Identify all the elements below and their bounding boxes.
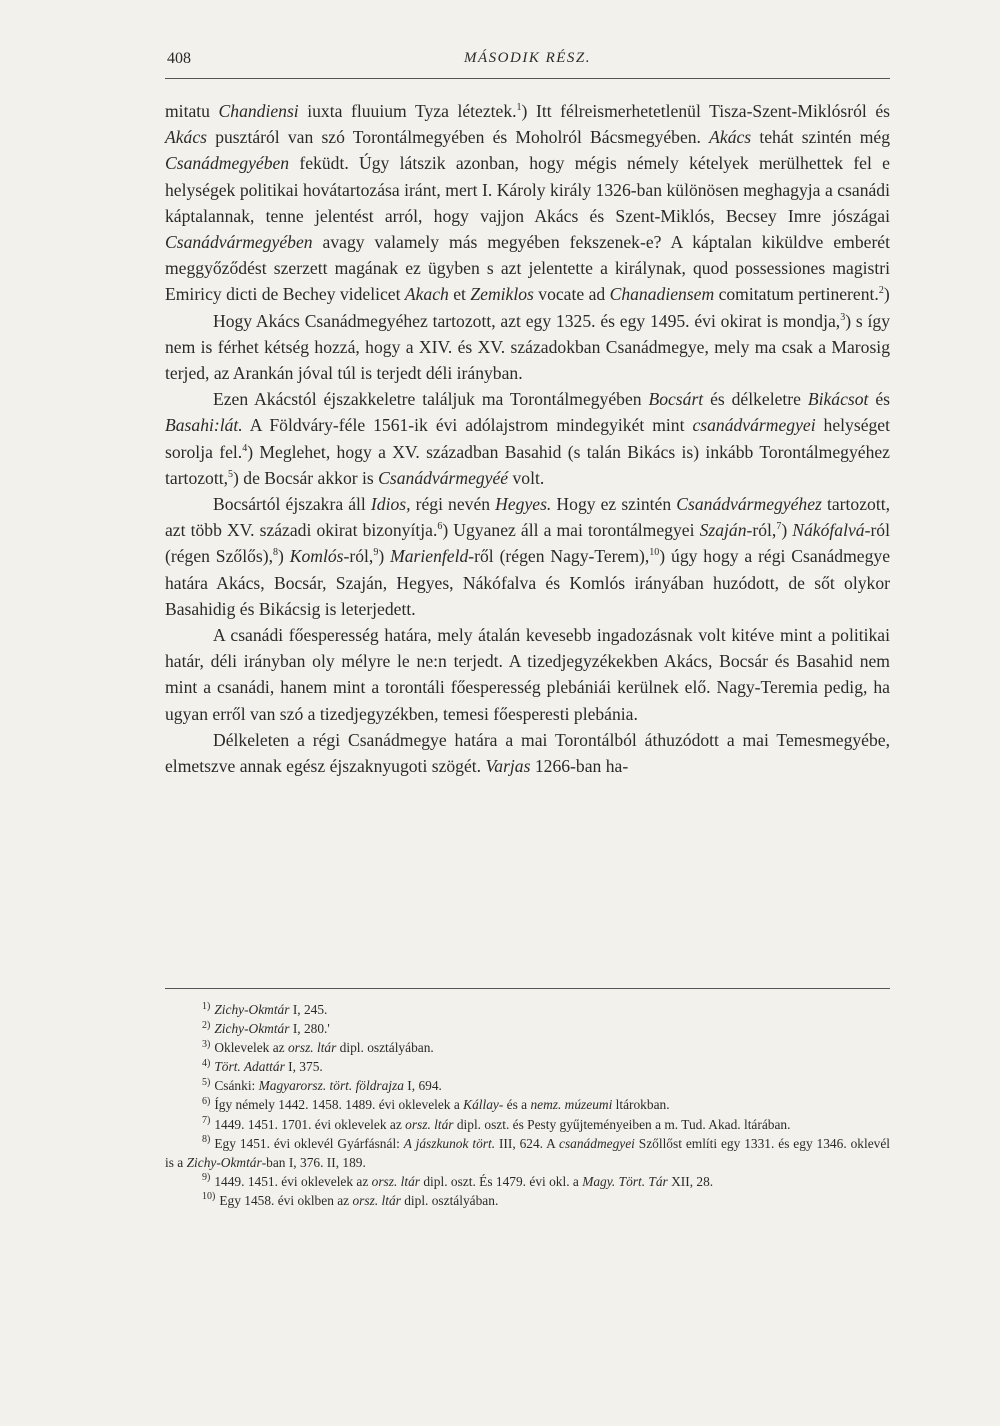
footnote-mark: 9) <box>202 1172 211 1184</box>
text-run: mitatu <box>165 101 219 121</box>
text-run: iuxta fluuium Tyza léteztek. <box>298 101 517 121</box>
text-run: tartozott, azt több XV. századi okirat bizonyítja. <box>165 494 890 541</box>
italic-text: Akach <box>404 284 449 305</box>
text-run: Oklevelek az <box>214 1040 288 1056</box>
italic-text: Marienfeld <box>390 546 469 567</box>
italic-text: Magy. Tört. Tár <box>582 1173 668 1189</box>
text-run: et <box>448 284 471 305</box>
text-run: III, 624. A <box>495 1135 560 1151</box>
page-number: 408 <box>167 50 191 67</box>
text-run: ) <box>883 284 890 305</box>
text-run: régi nevén <box>410 494 496 515</box>
italic-text: orsz. ltár <box>287 1040 337 1056</box>
footnotes <box>165 1000 890 1210</box>
page-header <box>165 48 890 79</box>
text-run: A Földváry-féle 1561-ik évi adólajstrom mindegyikét mint <box>242 415 693 436</box>
italic-text: Bikácsot <box>807 389 869 410</box>
text-run: ) úgy hogy a régi Csanádmegye határa Akács, Bocsár, Szaján, Hegyes, Nákófalva és Komlós irányában huzódott, de sőt olykor Basahidig és Bikácsig is leterjedett. <box>165 546 890 619</box>
footnote-mark: 4) <box>202 1057 211 1069</box>
running-head: MÁSODIK RÉSZ. <box>464 50 591 66</box>
body-text <box>165 98 890 779</box>
italic-text: Basahi:lát. <box>165 415 243 436</box>
italic-text: nemz. múzeumi <box>530 1097 613 1113</box>
footnote-mark: 3) <box>202 1038 211 1050</box>
text-run: ) <box>781 520 793 541</box>
paragraph <box>165 622 890 727</box>
italic-text: csanádmegyei <box>559 1135 635 1151</box>
text-run: XII, 28. <box>667 1173 714 1189</box>
footnote <box>165 1057 890 1076</box>
text-run: 1449. 1451. 1701. évi oklevelek az <box>214 1116 406 1132</box>
footnote-mark: 6) <box>202 1096 211 1107</box>
italic-text: Csanádvármegyében <box>165 232 313 253</box>
italic-text: Zichy-Okmtár <box>214 1002 290 1017</box>
text-run: és a <box>503 1097 531 1113</box>
text-run: ) s így nem is férhet kétség hozzá, hogy a XIV. és XV. századokban Csanádmegye, mely ma csak a Marosig terjed, az Arankán jóval túl is terjedt déli irányban. <box>165 310 890 384</box>
italic-text: Chanadiensem <box>609 284 715 305</box>
text-run: ltárokban. <box>612 1097 670 1113</box>
text-run: ) <box>278 546 290 567</box>
footnote <box>165 1191 890 1210</box>
italic-text: Tört. Adattár <box>214 1059 285 1075</box>
text-run: dipl. osztályában. <box>336 1040 434 1056</box>
text-run: Így némely 1442. 1458. 1489. évi oklevelek a <box>214 1097 464 1113</box>
text-run: vocate ad <box>533 284 610 305</box>
footnote-reference: 7 <box>776 521 782 533</box>
italic-text: Zichy-Okmtár <box>186 1154 262 1170</box>
text-run: -ről (régen Nagy-Terem), <box>468 546 650 567</box>
text-run: és délkeletre <box>703 389 808 410</box>
text-run: I, 694. <box>403 1078 442 1094</box>
footnote <box>165 1172 890 1191</box>
text-run: -ban I, 376. II, 189. <box>261 1154 366 1170</box>
italic-text: Chandiensi <box>218 101 299 121</box>
footnote-mark: 8) <box>202 1134 211 1146</box>
italic-text: Hegyes. <box>495 494 552 515</box>
text-run: I, 245. <box>289 1002 328 1017</box>
footnote <box>165 1038 890 1057</box>
paragraph <box>165 308 890 387</box>
text-run: I, 280.' <box>289 1021 330 1037</box>
text-run: Egy 1451. évi oklevél Gyárfásnál: <box>214 1135 404 1151</box>
text-run: ) Itt félreismerhetetlenül Tisza-Szent-Miklósról és <box>521 101 890 121</box>
italic-text: orsz. ltár <box>405 1116 454 1132</box>
italic-text: Komlós <box>289 546 344 567</box>
text-run: Hogy ez szintén <box>551 494 677 515</box>
text-run: Bocsártól éjszakra áll <box>213 494 371 515</box>
text-run: volt. <box>508 467 545 488</box>
footnote <box>165 1000 890 1019</box>
text-run: ) de Bocsár akkor is <box>233 467 379 488</box>
text-run: dipl. osztályában. <box>400 1192 499 1208</box>
italic-text: csanádvármegyei <box>692 415 816 436</box>
text-run: ) <box>378 546 391 567</box>
italic-text: Szaján <box>699 520 747 541</box>
text-run: 1449. 1451. évi oklevelek az <box>214 1173 372 1189</box>
text-run: -ról (régen Szőlős), <box>165 520 890 567</box>
text-run: comitatum pertinerent. <box>714 284 879 305</box>
text-run: dipl. oszt. és Pesty gyűjteményeiben a m. Tud. Akad. ltárában. <box>453 1116 791 1132</box>
text-run: pusztáról van szó Torontálmegyében és Moholról Bácsmegyében. <box>207 127 710 148</box>
footnote-reference: 6 <box>437 521 443 533</box>
text-run: Ezen Akácstól éjszakkeletre találjuk ma Torontálmegyében <box>213 389 649 410</box>
footnote-reference: 9 <box>373 547 379 559</box>
footnote <box>165 1095 890 1114</box>
italic-text: orsz. ltár <box>371 1173 421 1189</box>
paragraph <box>165 386 890 491</box>
footnote-mark: 7) <box>202 1115 211 1127</box>
footnote <box>165 1115 890 1134</box>
italic-text: A jászkunok tört. <box>403 1135 496 1151</box>
footnote-divider <box>165 988 890 989</box>
text-run: I, 375. <box>284 1059 323 1075</box>
italic-text: Kállay- <box>463 1097 504 1113</box>
text-run: A csanádi főesperesség határa, mely átalán kevesebb ingadozásnak volt kitéve mint a politikai határ, déli irányban oly mélyre le ne:n terjedt. A tizedjegyzékekben Akács, Bocsár és Basahid nem mint a csanádi, hanem mint a torontáli főesperesség plebániái kerülnek elő. Nagy-Teremia pedig, ha ugyan erről van szó a tizedjegyzékben, temesi főesperesti plebánia. <box>165 625 890 724</box>
text-run: -ról, <box>746 520 777 541</box>
text-run: feküdt. Úgy látszik azonban, hogy mégis némely kételyek merülhettek fel e helységek politikai hovátartozása iránt, mert I. Károly király 1326-ban különösen meghagyja a csanádi káptalannak, tenne jelentést arról, hogy vajjon Akács és Szent-Miklós, Becsey Imre jószágai <box>165 153 890 226</box>
text-run: és <box>868 389 890 410</box>
footnote-reference: 3 <box>840 311 846 323</box>
italic-text: Akács <box>165 127 208 148</box>
italic-text: Magyarorsz. tört. földrajza <box>258 1078 404 1094</box>
footnote-mark: 1) <box>202 1000 211 1012</box>
footnote-reference: 2 <box>878 285 884 297</box>
footnote-mark: 2) <box>202 1019 211 1031</box>
text-run: Hogy Akács Csanádmegyéhez tartozott, azt egy 1325. és egy 1495. évi okirat is mondja, <box>213 310 841 331</box>
italic-text: Zichy-Okmtár <box>214 1021 290 1037</box>
footnote-reference: 4 <box>242 442 248 454</box>
italic-text: Csanádvármegyéé <box>378 467 509 488</box>
text-run: -ról, <box>343 546 374 567</box>
italic-text: Bocsárt <box>648 389 704 410</box>
footnote-mark: 5) <box>202 1076 211 1088</box>
italic-text: Nákófalvá <box>792 520 865 541</box>
footnote <box>165 1076 890 1095</box>
text-run: helységet sorolja fel. <box>165 415 891 462</box>
paragraph <box>165 98 890 308</box>
italic-text: Csanádmegyében <box>165 153 290 174</box>
text-run: Egy 1458. évi oklben az <box>219 1192 353 1208</box>
paragraph <box>165 727 890 779</box>
footnote-mark: 10) <box>202 1191 216 1203</box>
italic-text: Varjas <box>485 756 531 777</box>
italic-text: Akács <box>709 127 752 148</box>
italic-text: Csanádvármegyéhez <box>676 494 822 515</box>
text-run: Szőllőst említi egy 1331. és egy 1346. oklevél is a <box>165 1135 890 1170</box>
footnote-reference: 8 <box>273 547 278 559</box>
text-run: tehát szintén még <box>751 127 891 148</box>
footnote-reference: 1 <box>516 102 522 114</box>
footnote-reference: 10 <box>649 547 660 559</box>
italic-text: Idios, <box>370 494 411 515</box>
footnote <box>165 1019 890 1038</box>
text-run: Csánki: <box>214 1078 259 1094</box>
text-run: 1266-ban ha- <box>530 756 629 777</box>
italic-text: Zemiklos <box>470 284 534 305</box>
text-run: ) Ugyanez áll a mai torontálmegyei <box>442 520 700 541</box>
text-run: Délkeleten a régi Csanádmegye határa a mai Torontálból áthuzódott a mai Temesmegyébe, elmetszve annak egész éjszaknyugoti szögét. <box>165 729 890 777</box>
italic-text: orsz. ltár <box>352 1192 401 1208</box>
footnote <box>165 1134 890 1172</box>
text-run: dipl. oszt. És 1479. évi okl. a <box>420 1173 583 1189</box>
text-run: avagy valamely más megyében fekszenek-e? A káptalan kiküldve emberét meggyőződést szerzett magának ez ügyben s azt jelentette a királynak, quod possessiones magistri Emiricy dicti de Bechey videlicet <box>165 232 890 305</box>
footnote-reference: 5 <box>228 468 234 480</box>
text-run: ) Meglehet, hogy a XV. században Basahid (s talán Bikács is) inkább Torontálmegyéhez tartozott, <box>165 441 890 488</box>
paragraph <box>165 491 890 622</box>
